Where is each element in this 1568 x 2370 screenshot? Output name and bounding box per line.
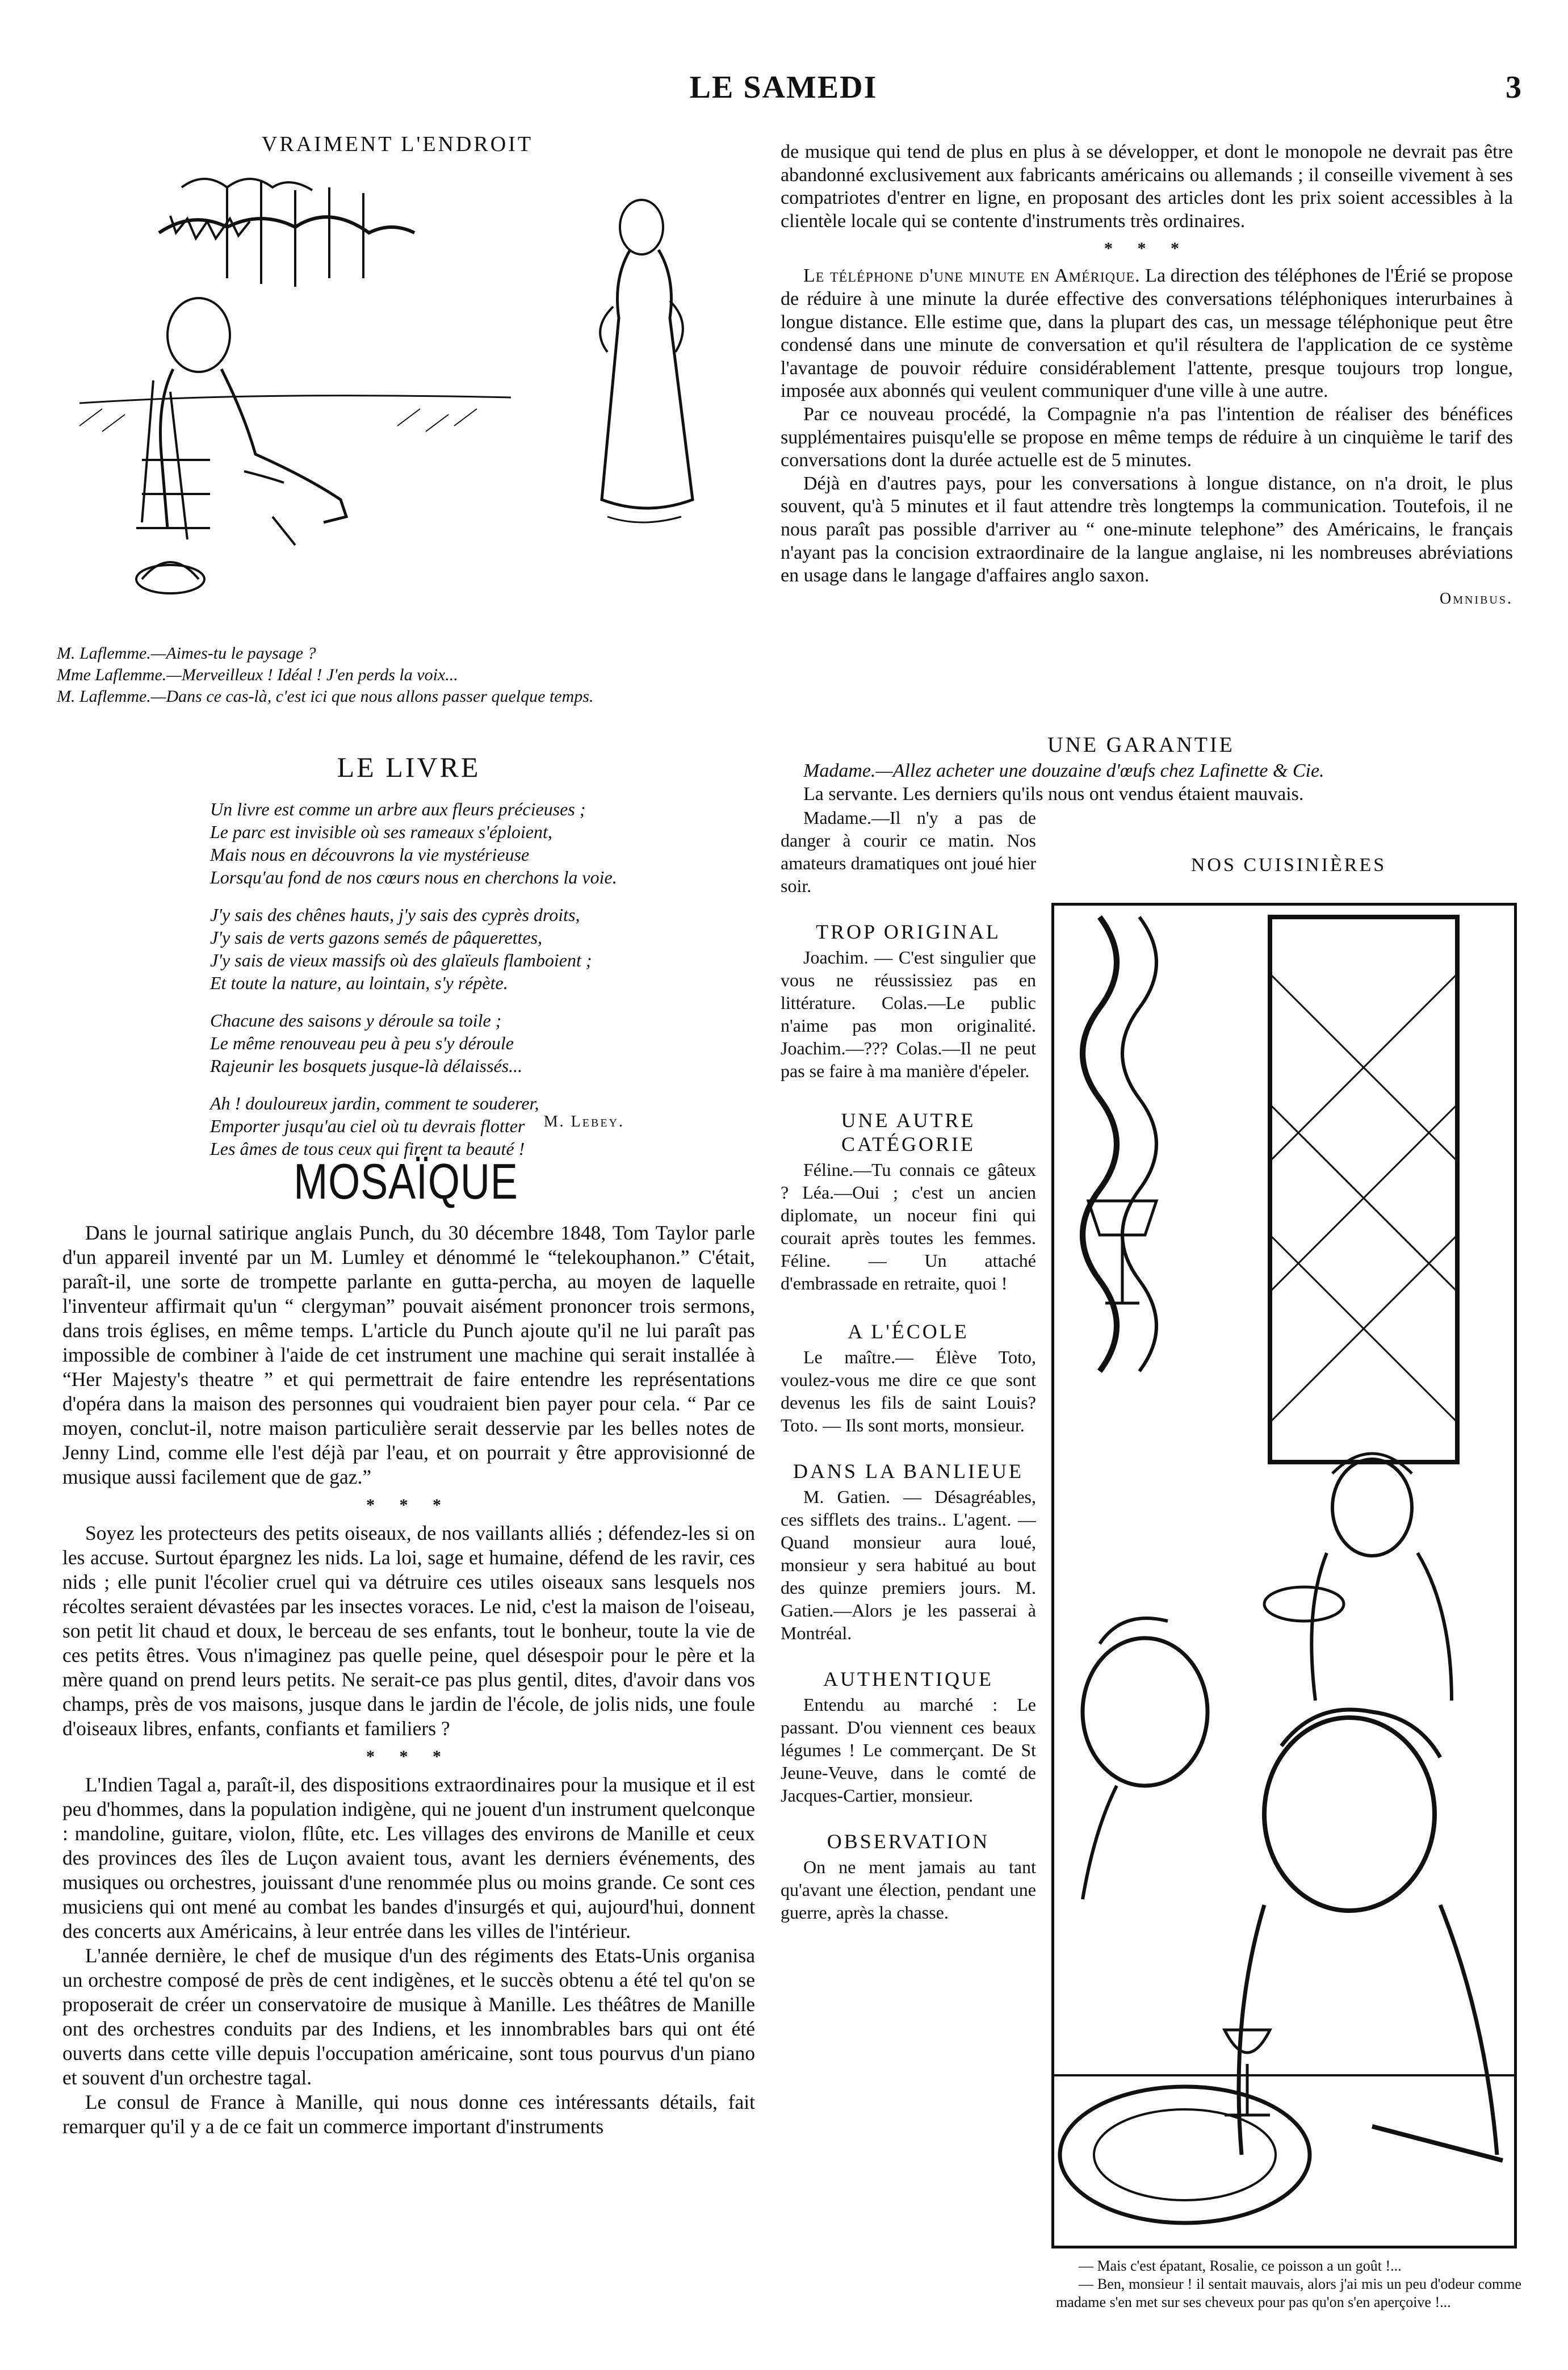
newspaper-title: LE SAMEDI — [689, 70, 878, 105]
caption-line: — Mais c'est épatant, Rosalie, ce poisson a un goût !... — [1079, 2258, 1402, 2274]
caption-line: M. Laflemme.—Aimes-tu le paysage ? — [57, 644, 316, 663]
poem-line: Les âmes de tous ceux qui firent ta beauté ! — [210, 1138, 525, 1159]
categorie-title: UNE AUTRE CATÉGORIE — [841, 1109, 976, 1155]
poem-line: Emporter jusqu'au ciel où tu devrais flotter — [210, 1116, 525, 1136]
poem-line: Un livre est comme un arbre aux fleurs précieuses ; — [210, 799, 586, 819]
cartoon2-title: NOS CUISINIÈRES — [1190, 855, 1387, 876]
caption-line: — Ben, monsieur ! il sentait mauvais, alors j'ai mis un peu d'odeur comme madame s'en met sur ses cheveux pour pas qu'on s'en aperçoive !... — [1056, 2276, 1521, 2310]
mosaique-title: MOSAÏQUE — [294, 1153, 518, 1209]
mosaique-paragraph: Le consul de France à Manille, qui nous donne ces intéressants détails, fait remarquer qu'il y a de ce fait un commerce important d'instruments — [62, 2091, 755, 2138]
right-upper-text — [781, 141, 1513, 610]
telephone-paragraph: La direction des téléphones de l'Érié se propose de réduire à une minute la durée effective des conversations téléphoniques interurbaines à longue distance. Elle estime que, dans la plupart des cas, un message téléphonique peut être condensé dans une minute de conversation et qu'il résultera de l'application de ce système l'avantage de pouvoir réduire considérablement l'attente, presque toujours trop longue, imposée aux abonnés qui veulent communiquer d'une ville à une autre. — [781, 265, 1513, 402]
authentique-title: AUTHENTIQUE — [823, 1668, 993, 1690]
poem-line: J'y sais de verts gazons semés de pâquerettes, — [210, 927, 543, 948]
cartoon2-caption — [1056, 2257, 1521, 2312]
livre-poem — [210, 798, 636, 1160]
banlieue-title: DANS LA BANLIEUE — [793, 1460, 1024, 1483]
poem-line: Rajeunir les bosquets jusque-là délaissés... — [210, 1056, 523, 1076]
poem-line: Le même renouveau peu à peu s'y déroule — [210, 1033, 514, 1053]
poem-line: Lorsqu'au fond de nos cœurs nous en cherchons la voie. — [210, 867, 617, 887]
poem-line: J'y sais de vieux massifs où des glaïeuls flamboient ; — [210, 950, 592, 970]
livre-signature: M. Lebey. — [543, 1113, 624, 1130]
garantie-text — [781, 760, 1513, 806]
mosaique-paragraph: L'année dernière, le chef de musique d'un des régiments des Etats-Unis organisa un orchestre composé de près de cent indigènes, et le succès obtenu a été tel qu'on se proposerait de créer un conservatoire de musique à Manille. Les théâtres de Manille ont des orchestres conduits par des Indiens, et les innombrables bars qui ont été ouverts dans cette ville depuis l'occupation américaine, sont tous pourvus d'un piano et souvent d'un orchestre tagal. — [62, 1944, 755, 2089]
observation-text: On ne ment jamais au tant qu'avant une élection, pendant une guerre, après la chasse. — [781, 1857, 1036, 1923]
garantie-line: La servante. Les derniers qu'ils nous ont vendus étaient mauvais. — [803, 783, 1304, 805]
banlieue-text: M. Gatien. — Désagréables, ces sifflets des trains.. L'agent. — Quand monsieur aura loué, monsieur y sera habitué au bout des quinze premiers jours. M. Gatien.—Alors je les passerai à Montréal. — [781, 1487, 1036, 1643]
garantie-title: UNE GARANTIE — [1047, 733, 1235, 757]
cartoon1-illustration — [57, 165, 738, 636]
section-divider: * * * — [366, 1496, 451, 1514]
original-text: Joachim. — C'est singulier que vous ne réussissiez pas en littérature. Colas.—Le public n'aime pas mon originalité. Joachim.—??? Colas.—Il ne peut pas se faire à ma manière d'épeler. — [781, 947, 1036, 1081]
authentique-text: Entendu au marché : Le passant. D'ou viennent ces beaux légumes ! Le commerçant. De St Jeune-Veuve, dans le comté de Jacques-Cartier, monsieur. — [781, 1694, 1036, 1806]
telephone-paragraph: Déjà en d'autres pays, pour les conversations à longue distance, on n'a droit, le plus souvent, qu'à 5 minutes et il faut attendre très longtemps la communication. Toutefois, il ne nous paraît pas possible d'arriver au “ one-minute telephone” des Américains, le français n'ayant pas la concision extraordinaire de la langue anglaise, ni les nombreuses abréviations en usage dans le langage d'affaires anglo saxon. — [781, 472, 1513, 587]
caption-line: Mme Laflemme.—Merveilleux ! Idéal ! J'en perds la voix... — [57, 665, 458, 684]
telephone-article — [781, 265, 1513, 403]
mosaique-paragraph: Dans le journal satirique anglais Punch, du 30 décembre 1848, Tom Taylor parle d'un appareil inventé par un M. Lumley et dénommé le “telekouphanon.” C'était, paraît-il, une sorte de trompette parlante en gutta-percha, au moyen de laquelle l'inventeur affirmait qu'un “ clergyman” pouvait aisément prononcer trois sermons, dans trois églises, en même temps. L'article du Punch ajoute qu'il ne lui paraît pas impossible de combiner à l'aide de cet instrument une machine qui serait installée à “Her Majesty's theatre ” et qui permettrait de faire entendre les représentations d'opéra dans la maison des personnes qui voudraient bien payer pour cela. “ Par ce moyen, conclut-il, notre maison particulière serait desservie par les belles notes de Jenny Lind, comme elle l'est déjà par l'eau, et on pourrait y être approvisionné de musique aussi facilement que de gaz.” — [62, 1221, 755, 1488]
telephone-signature: Omnibus. — [1439, 589, 1513, 608]
cartoon1-caption — [57, 643, 755, 707]
observation-title: OBSERVATION — [827, 1830, 990, 1853]
categorie-text: Féline.—Tu connais ce gâteux ? Léa.—Oui ; c'est un ancien diplomate, un noceur fini qui courait après toutes les femmes. Féline. — Un attaché d'embrassade en retraite, quoi ! — [781, 1159, 1036, 1293]
original-title: TROP ORIGINAL — [816, 920, 1001, 943]
section-divider: * * * — [1104, 239, 1189, 258]
mosaique-body — [62, 1221, 755, 2139]
poem-line: Mais nous en découvrons la vie mystérieuse — [210, 844, 530, 865]
telephone-paragraph: Par ce nouveau procédé, la Compagnie n'a pas l'intention de réaliser des bénéfices supplémentaires puisqu'elle se propose en même temps de réduire à un cinquième le tarif des conversations dont la durée actuelle est de 5 minutes. — [781, 403, 1513, 471]
garantie-line: Madame.—Allez acheter une douzaine d'œufs chez Lafinette & Cie. — [803, 760, 1324, 781]
section-divider: * * * — [366, 1747, 451, 1766]
article-continuation: de musique qui tend de plus en plus à se développer, et dont le monopole ne devrait pas être abandonné exclusivement aux fabricants américains ou allemands ; il conseille vivement à ses compatriotes d'entrer en ligne, en proposant des articles dont les prix soient accessibles à la clientèle locale qui se contente d'instruments très ordinaires. — [781, 141, 1513, 232]
poem-line: Chacune des saisons y déroule sa toile ; — [210, 1010, 502, 1031]
garantie-line: Madame.—Il n'y a pas de danger à courir ce matin. Nos amateurs dramatiques ont joué hier soir. — [781, 807, 1036, 896]
page-number: 3 — [1506, 70, 1521, 105]
poem-line: Le parc est invisible où ses rameaux s'éploient, — [210, 822, 552, 842]
telephone-heading: Le téléphone d'une minute en Amérique. — [803, 265, 1141, 287]
ecole-title: A L'ÉCOLE — [848, 1320, 969, 1343]
mosaique-paragraph: L'Indien Tagal a, paraît-il, des dispositions extraordinaires pour la musique et il est peu d'hommes, dans la population indigène, qui ne jouent d'un instrument quelconque : mandoline, guitare, violon, flûte, etc. Les villages des environs de Manille et ceux des provinces des îles de Luçon avaient tous, avant les derniers événements, des musiques ou orchestres, jouissant d'une renommée plus ou moins grande. Ce sont ces musiciens qui ont mené au combat les bandes d'insurgés et qui, aujourd'hui, donnent des concerts aux Américains, à leur entrée dans les villes de l'intérieur. — [62, 1773, 755, 1942]
cartoon1-title: VRAIMENT L'ENDROIT — [261, 132, 534, 156]
livre-title: LE LIVRE — [337, 751, 481, 783]
mosaique-paragraph: Soyez les protecteurs des petits oiseaux, de nos vaillants alliés ; défendez-les si on les accuse. Surtout épargnez les nids. La loi, sage et humaine, défend de les ravir, ces nids ; elle punit l'écolier cruel qui va détruire ces utiles oiseaux sans lesquels nos récoltes seraient dévastées par les insectes voraces. Le nid, c'est la maison de l'oiseau, son petit lit chaud et doux, le berceau de ses enfants, tout le bonheur, toute la vie de ces petits êtres. Vous n'imaginez pas quelle peine, quel désespoir pour le père et la mère quand on prend leurs petits. Ne serait-ce pas plus gentil, dites, d'avoir dans vos champs, près de vos maisons, jusque dans le jardin de l'école, de jolis nids, une foule d'oiseaux libres, enfants, confiants et familiers ? — [62, 1522, 755, 1740]
caption-line: M. Laflemme.—Dans ce cas-là, c'est ici que nous allons passer quelque temps. — [57, 687, 594, 706]
narrow-column — [781, 806, 1036, 1924]
poem-line: Et toute la nature, au lointain, s'y répète. — [210, 973, 508, 993]
poem-line: Ah ! douloureux jardin, comment te souderer, — [210, 1093, 539, 1113]
cartoon2-illustration — [1051, 903, 1517, 2248]
ecole-text: Le maître.— Élève Toto, voulez-vous me dire ce que sont devenus les fils de saint Louis? Toto. — Ils sont morts, monsieur. — [781, 1347, 1036, 1435]
poem-line: J'y sais des chênes hauts, j'y sais des cyprès droits, — [210, 905, 580, 925]
